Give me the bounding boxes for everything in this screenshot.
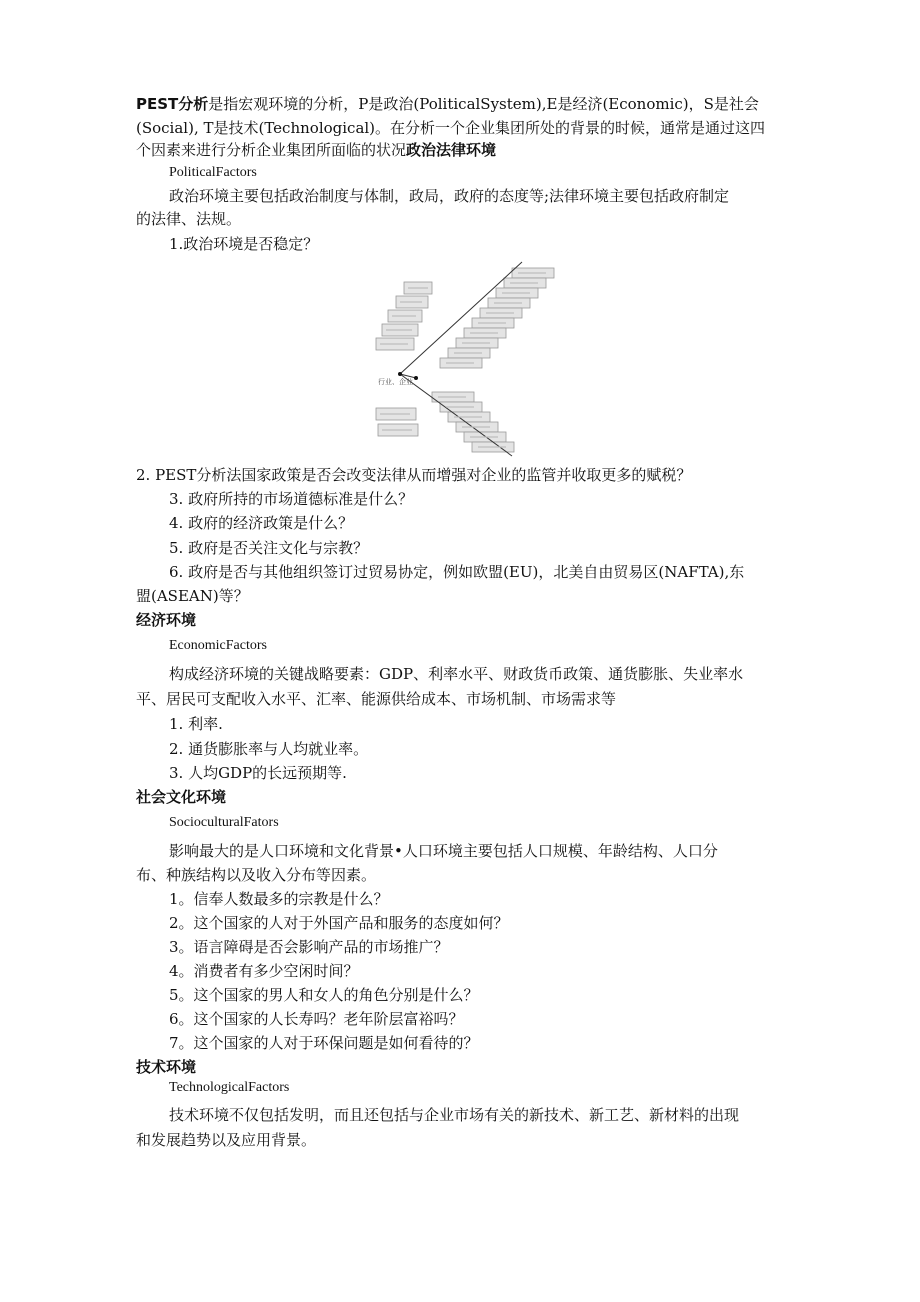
intro-line-3	[136, 140, 496, 160]
social-item-4: 4。消费者有多少空闲时间？	[169, 962, 359, 980]
social-heading: 社会文化环境	[136, 788, 227, 806]
political-item-5: 5. 政府是否关注文化与宗教？	[169, 539, 369, 557]
political-subtitle: PoliticalFactors	[169, 165, 257, 180]
economic-heading: 经济环境	[136, 611, 197, 629]
intro-line-1-text: 是指宏观环境的分析，P是政治(PoliticalSystem),E是经济(Economic)，S是社会	[208, 95, 759, 113]
social-desc-line-1: 影响最大的是人口环境和文化背景•人口环境主要包括人口规模、年龄结构、人口分	[169, 842, 718, 860]
political-desc-line-1: 政治环境主要包括政治制度与体制，政局，政府的态度等;法律环境主要包括政府制定	[169, 187, 730, 205]
pest-staircase-diagram	[372, 258, 562, 460]
political-heading: 政治法律环境	[406, 141, 497, 159]
social-desc-line-2: 布、种族结构以及收入分布等因素。	[136, 866, 377, 884]
economic-desc-line-2: 平、居民可支配收入水平、汇率、能源供给成本、市场机制、市场需求等	[136, 690, 617, 708]
technological-desc-line-1: 技术环境不仅包括发明，而且还包括与企业市场有关的新技术、新工艺、新材料的出现	[169, 1106, 740, 1124]
intro-line-1	[136, 94, 759, 114]
technological-subtitle: TechnologicalFactors	[169, 1080, 290, 1095]
pest-figure	[372, 258, 562, 460]
intro-pest-term: PEST分析	[136, 95, 209, 113]
political-item-4: 4. 政府的经济政策是什么？	[169, 514, 354, 532]
political-item-1: 1.政治环境是否稳定？	[169, 235, 319, 253]
economic-subtitle: EconomicFactors	[169, 638, 267, 653]
economic-desc-line-1: 构成经济环境的关键战略要素：GDP、利率水平、财政货币政策、通货膨胀、失业率水	[169, 665, 744, 683]
political-item-3: 3. 政府所持的市场道德标准是什么？	[169, 490, 414, 508]
intro-line-2: (Social), T是技术(Technological)。在分析一个企业集团所处的背景的时候，通常是通过这四	[136, 119, 766, 137]
social-item-7: 7。这个国家的人对于环保问题是如何看待的？	[169, 1034, 479, 1052]
political-desc-line-2: 的法律、法规。	[136, 210, 242, 228]
economic-item-1: 1. 利率.	[169, 715, 223, 733]
political-item-6: 6. 政府是否与其他组织签订过贸易协定，例如欧盟(EU)，北美自由贸易区(NAFTA),东	[169, 563, 745, 581]
figure-center-label: 行业、企业	[378, 378, 413, 386]
social-item-5: 5。这个国家的男人和女人的角色分别是什么？	[169, 986, 479, 1004]
intro-line-3-text: 个因素来进行分析企业集团所面临的状况	[136, 141, 407, 159]
social-subtitle: SocioculturalFators	[169, 815, 279, 830]
social-item-1: 1。信奉人数最多的宗教是什么？	[169, 890, 389, 908]
technological-heading: 技术环境	[136, 1058, 197, 1076]
social-item-3: 3。语言障碍是否会影响产品的市场推广？	[169, 938, 449, 956]
social-item-6: 6。这个国家的人长寿吗？老年阶层富裕吗？	[169, 1010, 464, 1028]
political-item-2: 2. PEST分析法国家政策是否会改变法律从而增强对企业的监管并收取更多的赋税？	[136, 466, 692, 484]
political-item-6-cont: 盟(ASEAN)等？	[136, 587, 249, 605]
technological-desc-line-2: 和发展趋势以及应用背景。	[136, 1131, 317, 1149]
economic-item-3: 3. 人均GDP的长远预期等.	[169, 764, 347, 782]
economic-item-2: 2. 通货膨胀率与人均就业率。	[169, 740, 369, 758]
social-item-2: 2。这个国家的人对于外国产品和服务的态度如何？	[169, 914, 509, 932]
